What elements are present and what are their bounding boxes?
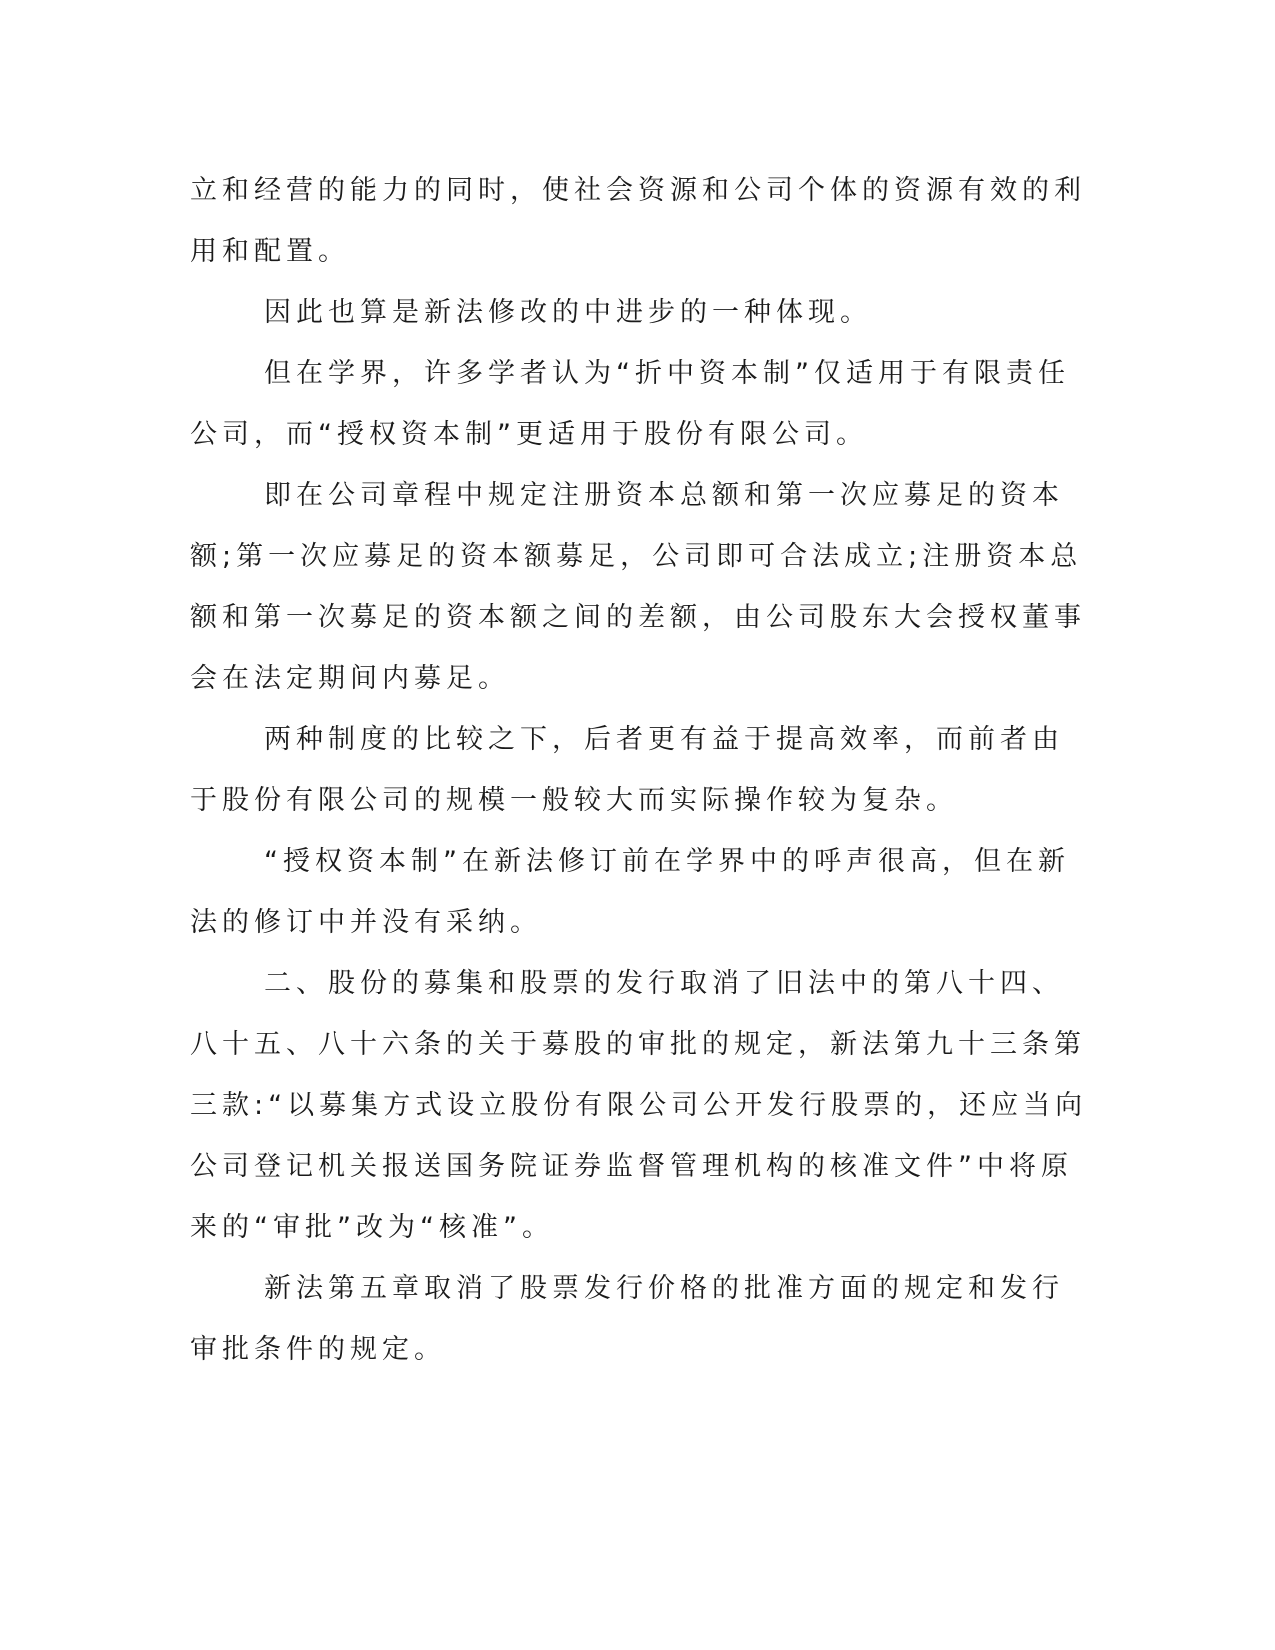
paragraph-4: 即在公司章程中规定注册资本总额和第一次应募足的资本额;第一次应募足的资本额募足，公司即可合法成立;注册资本总额和第一次募足的资本额之间的差额，由公司股东大会授权董事会在法定期间内募足。 [190, 480, 1086, 694]
paragraph-7: 二、股份的募集和股票的发行取消了旧法中的第八十四、八十五、八十六条的关于募股的审批的规定，新法第九十三条第三款:“以募集方式设立股份有限公司公开发行股票的，还应当向公司登记机关报送国务院证券监督管理机构的核准文件”中将原来的“审批”改为“核准”。 [190, 968, 1088, 1243]
paragraph-6: “授权资本制”在新法修订前在学界中的呼声很高，但在新法的修订中并没有采纳。 [190, 846, 1070, 938]
document-body [190, 160, 1090, 1380]
paragraph-5: 两种制度的比较之下，后者更有益于提高效率，而前者由于股份有限公司的规模一般较大而实际操作较为复杂。 [190, 724, 1064, 816]
paragraph-3: 但在学界，许多学者认为“折中资本制”仅适用于有限责任公司，而“授权资本制”更适用于股份有限公司。 [190, 358, 1070, 450]
paragraph-8: 新法第五章取消了股票发行价格的批准方面的规定和发行审批条件的规定。 [190, 1273, 1064, 1365]
paragraph-2: 因此也算是新法修改的中进步的一种体现。 [264, 297, 872, 328]
paragraph-1: 立和经营的能力的同时，使社会资源和公司个体的资源有效的利用和配置。 [190, 175, 1086, 267]
